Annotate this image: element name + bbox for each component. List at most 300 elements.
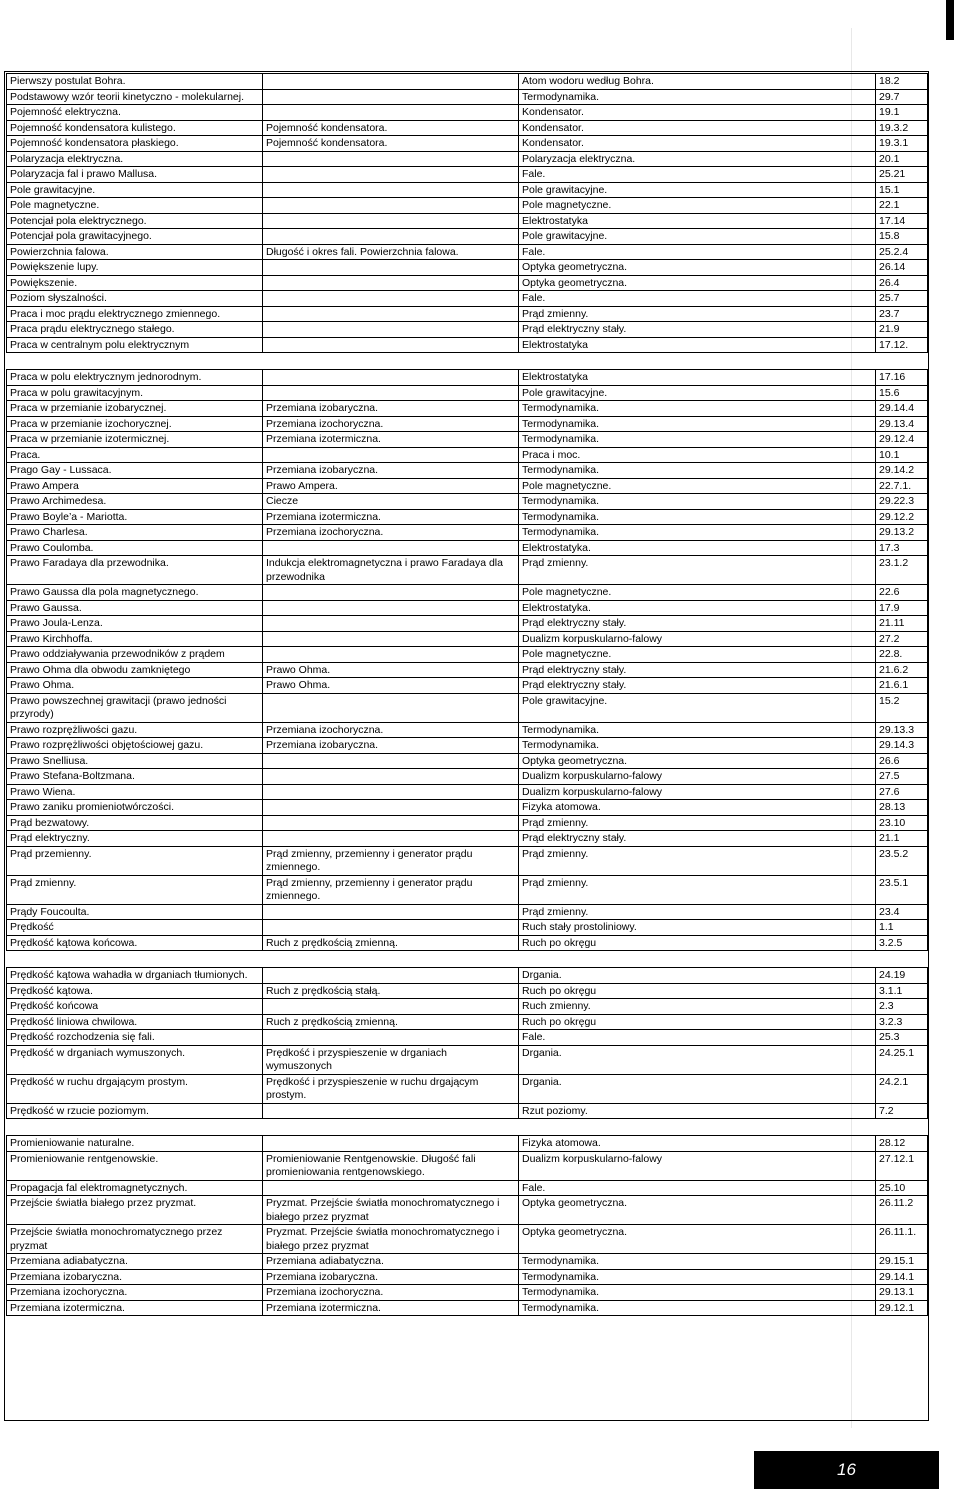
related-cell [263, 999, 519, 1015]
term-cell: Przemiana izochoryczna. [7, 1285, 263, 1301]
section-cell: Termodynamika. [519, 432, 876, 448]
table-row [7, 447, 928, 463]
index-table-body [7, 74, 928, 1316]
table-row [7, 213, 928, 229]
ref-cell: 27.12.1 [876, 1151, 928, 1180]
ref-cell: 17.14 [876, 213, 928, 229]
ref-cell: 27.6 [876, 784, 928, 800]
section-cell: Elektrostatyka. [519, 600, 876, 616]
section-cell: Pole grawitacyjne. [519, 693, 876, 722]
term-cell: Prawo Ohma dla obwodu zamkniętego [7, 662, 263, 678]
section-cell: Fale. [519, 291, 876, 307]
ref-cell: 29.13.4 [876, 416, 928, 432]
section-cell: Termodynamika. [519, 463, 876, 479]
ref-cell: 27.5 [876, 769, 928, 785]
table-row [7, 753, 928, 769]
ref-cell: 29.13.2 [876, 525, 928, 541]
table-row [7, 1136, 928, 1152]
ref-cell: 23.5.2 [876, 846, 928, 875]
ref-cell: 15.1 [876, 182, 928, 198]
ref-cell: 29.14.4 [876, 401, 928, 417]
term-cell: Polaryzacja elektryczna. [7, 151, 263, 167]
ref-cell: 17.9 [876, 600, 928, 616]
table-row [7, 136, 928, 152]
section-cell: Prąd zmienny. [519, 846, 876, 875]
table-row [7, 120, 928, 136]
ref-cell: 29.7 [876, 89, 928, 105]
term-cell: Prędkość rozchodzenia się fali. [7, 1030, 263, 1046]
related-cell [263, 89, 519, 105]
term-cell: Prawo Kirchhoffa. [7, 631, 263, 647]
table-row [7, 244, 928, 260]
table-row [7, 74, 928, 90]
term-cell: Promieniowanie naturalne. [7, 1136, 263, 1152]
related-cell: Przemiana izochoryczna. [263, 525, 519, 541]
term-cell: Prawo Faradaya dla przewodnika. [7, 556, 263, 585]
table-row [7, 647, 928, 663]
section-cell: Fale. [519, 167, 876, 183]
section-cell: Dualizm korpuskularno-falowy [519, 1151, 876, 1180]
table-row [7, 291, 928, 307]
related-cell: Pryzmat. Przejście światła monochromatycznego i białego przez pryzmat [263, 1196, 519, 1225]
table-row [7, 275, 928, 291]
section-cell: Termodynamika. [519, 738, 876, 754]
section-cell: Termodynamika. [519, 1269, 876, 1285]
section-cell: Dualizm korpuskularno-falowy [519, 784, 876, 800]
table-row [7, 1254, 928, 1270]
table-row [7, 105, 928, 121]
section-cell: Optyka geometryczna. [519, 275, 876, 291]
table-row [7, 1014, 928, 1030]
section-cell: Fale. [519, 1180, 876, 1196]
section-cell: Pole grawitacyjne. [519, 182, 876, 198]
row-spacer-cell [7, 951, 928, 968]
table-row [7, 1045, 928, 1074]
related-cell [263, 105, 519, 121]
term-cell: Prawo rozprężliwości gazu. [7, 722, 263, 738]
ref-cell: 3.2.5 [876, 935, 928, 951]
row-spacer-cell [7, 353, 928, 370]
table-row [7, 432, 928, 448]
section-cell: Kondensator. [519, 105, 876, 121]
related-cell: Przemiana izochoryczna. [263, 722, 519, 738]
term-cell: Prądy Foucoulta. [7, 904, 263, 920]
section-cell: Pole magnetyczne. [519, 647, 876, 663]
section-cell: Fizyka atomowa. [519, 1136, 876, 1152]
ref-cell: 29.15.1 [876, 1254, 928, 1270]
ref-cell: 28.13 [876, 800, 928, 816]
term-cell: Potencjał pola grawitacyjnego. [7, 229, 263, 245]
related-cell: Przemiana izotermiczna. [263, 1300, 519, 1316]
table-row [7, 229, 928, 245]
table-row [7, 1225, 928, 1254]
row-spacer [7, 1119, 928, 1136]
ref-cell: 19.3.2 [876, 120, 928, 136]
table-row [7, 784, 928, 800]
section-cell: Drgania. [519, 1045, 876, 1074]
related-cell [263, 631, 519, 647]
ref-cell: 21.1 [876, 831, 928, 847]
table-row [7, 983, 928, 999]
table-row [7, 738, 928, 754]
table-row [7, 662, 928, 678]
related-cell: Długość i okres fali. Powierzchnia falowa. [263, 244, 519, 260]
table-row [7, 260, 928, 276]
index-table [6, 73, 928, 1316]
term-cell: Prąd przemienny. [7, 846, 263, 875]
term-cell: Praca prądu elektrycznego stałego. [7, 322, 263, 338]
term-cell: Prago Gay - Lussaca. [7, 463, 263, 479]
related-cell [263, 275, 519, 291]
term-cell: Powiększenie. [7, 275, 263, 291]
related-cell: Przemiana izotermiczna. [263, 432, 519, 448]
table-row [7, 968, 928, 984]
section-cell: Optyka geometryczna. [519, 1196, 876, 1225]
related-cell: Prawo Ampera. [263, 478, 519, 494]
table-row [7, 920, 928, 936]
table-row [7, 494, 928, 510]
related-cell [263, 693, 519, 722]
ref-cell: 29.22.3 [876, 494, 928, 510]
related-cell: Przemiana izotermiczna. [263, 509, 519, 525]
term-cell: Prawo rozprężliwości objętościowej gazu. [7, 738, 263, 754]
section-cell: Pole magnetyczne. [519, 478, 876, 494]
term-cell: Prawo Gaussa. [7, 600, 263, 616]
table-row [7, 198, 928, 214]
ref-cell: 3.2.3 [876, 1014, 928, 1030]
table-row [7, 831, 928, 847]
table-row [7, 306, 928, 322]
related-cell [263, 753, 519, 769]
ref-cell: 26.11.1. [876, 1225, 928, 1254]
related-cell [263, 1136, 519, 1152]
section-cell: Prąd elektryczny stały. [519, 322, 876, 338]
section-cell: Termodynamika. [519, 1300, 876, 1316]
table-row [7, 631, 928, 647]
term-cell: Potencjał pola elektrycznego. [7, 213, 263, 229]
related-cell [263, 385, 519, 401]
table-row [7, 800, 928, 816]
related-cell [263, 229, 519, 245]
related-cell: Przemiana izobaryczna. [263, 401, 519, 417]
ref-cell: 29.14.2 [876, 463, 928, 479]
ref-cell: 19.1 [876, 105, 928, 121]
section-cell: Prąd elektryczny stały. [519, 662, 876, 678]
ref-cell: 7.2 [876, 1103, 928, 1119]
ref-cell: 24.25.1 [876, 1045, 928, 1074]
term-cell: Prawo Boyle’a - Mariotta. [7, 509, 263, 525]
related-cell [263, 260, 519, 276]
ref-cell: 25.3 [876, 1030, 928, 1046]
section-cell: Termodynamika. [519, 401, 876, 417]
table-row [7, 616, 928, 632]
table-row [7, 1269, 928, 1285]
related-cell [263, 800, 519, 816]
related-cell [263, 306, 519, 322]
related-cell [263, 1030, 519, 1046]
related-cell [263, 784, 519, 800]
related-cell: Przemiana izochoryczna. [263, 416, 519, 432]
term-cell: Polaryzacja fal i prawo Mallusa. [7, 167, 263, 183]
related-cell [263, 769, 519, 785]
section-cell: Drgania. [519, 1074, 876, 1103]
related-cell [263, 904, 519, 920]
table-row [7, 678, 928, 694]
table-row [7, 875, 928, 904]
term-cell: Promieniowanie rentgenowskie. [7, 1151, 263, 1180]
section-cell: Prąd zmienny. [519, 875, 876, 904]
ref-cell: 29.12.1 [876, 1300, 928, 1316]
table-row [7, 1285, 928, 1301]
ref-cell: 23.10 [876, 815, 928, 831]
related-cell: Indukcja elektromagnetyczna i prawo Faradaya dla przewodnika [263, 556, 519, 585]
term-cell: Prawo Ohma. [7, 678, 263, 694]
section-cell: Ruch po okręgu [519, 1014, 876, 1030]
section-cell: Pole magnetyczne. [519, 585, 876, 601]
term-cell: Prawo powszechnej grawitacji (prawo jedności przyrody) [7, 693, 263, 722]
section-cell: Termodynamika. [519, 1254, 876, 1270]
term-cell: Prędkość [7, 920, 263, 936]
term-cell: Prędkość w rzucie poziomym. [7, 1103, 263, 1119]
related-cell: Przemiana izobaryczna. [263, 463, 519, 479]
ref-cell: 29.14.1 [876, 1269, 928, 1285]
section-cell: Atom wodoru według Bohra. [519, 74, 876, 90]
term-cell: Pojemność elektryczna. [7, 105, 263, 121]
related-cell [263, 647, 519, 663]
section-cell: Prąd elektryczny stały. [519, 831, 876, 847]
section-cell: Ruch po okręgu [519, 935, 876, 951]
table-row [7, 385, 928, 401]
related-cell: Prawo Ohma. [263, 678, 519, 694]
ref-cell: 20.1 [876, 151, 928, 167]
ref-cell: 26.14 [876, 260, 928, 276]
term-cell: Pojemność kondensatora kulistego. [7, 120, 263, 136]
related-cell: Ruch z prędkością zmienną. [263, 935, 519, 951]
ref-cell: 22.6 [876, 585, 928, 601]
ref-cell: 26.11.2 [876, 1196, 928, 1225]
term-cell: Prawo Snelliusa. [7, 753, 263, 769]
related-cell [263, 1180, 519, 1196]
ref-cell: 27.2 [876, 631, 928, 647]
section-cell: Ruch stały prostoliniowy. [519, 920, 876, 936]
table-row [7, 904, 928, 920]
term-cell: Prawo Joula-Lenza. [7, 616, 263, 632]
table-row [7, 322, 928, 338]
section-cell: Prąd zmienny. [519, 904, 876, 920]
ref-cell: 15.8 [876, 229, 928, 245]
related-cell: Prędkość i przyspieszenie w drganiach wymuszonych [263, 1045, 519, 1074]
table-row [7, 478, 928, 494]
table-row [7, 722, 928, 738]
section-cell: Termodynamika. [519, 1285, 876, 1301]
ref-cell: 21.9 [876, 322, 928, 338]
ref-cell: 28.12 [876, 1136, 928, 1152]
ref-cell: 29.14.3 [876, 738, 928, 754]
section-cell: Optyka geometryczna. [519, 260, 876, 276]
row-spacer-cell [7, 1119, 928, 1136]
related-cell [263, 291, 519, 307]
ref-cell: 19.3.1 [876, 136, 928, 152]
term-cell: Praca. [7, 447, 263, 463]
related-cell [263, 337, 519, 353]
section-cell: Kondensator. [519, 136, 876, 152]
ref-cell: 25.2.4 [876, 244, 928, 260]
section-cell: Fale. [519, 244, 876, 260]
term-cell: Prawo Archimedesa. [7, 494, 263, 510]
ref-cell: 29.12.2 [876, 509, 928, 525]
related-cell [263, 920, 519, 936]
related-cell: Promieniowanie Rentgenowskie. Długość fali promieniowania rentgenowskiego. [263, 1151, 519, 1180]
section-cell: Pole grawitacyjne. [519, 229, 876, 245]
page-number: 16 [754, 1451, 939, 1489]
related-cell: Prawo Ohma. [263, 662, 519, 678]
ref-cell: 25.10 [876, 1180, 928, 1196]
section-cell: Ruch po okręgu [519, 983, 876, 999]
ref-cell: 10.1 [876, 447, 928, 463]
table-row [7, 370, 928, 386]
ref-cell: 29.13.3 [876, 722, 928, 738]
term-cell: Prędkość kątowa. [7, 983, 263, 999]
table-row [7, 1151, 928, 1180]
row-spacer [7, 951, 928, 968]
section-cell: Prąd zmienny. [519, 556, 876, 585]
ref-cell: 21.11 [876, 616, 928, 632]
ref-cell: 25.7 [876, 291, 928, 307]
table-row [7, 525, 928, 541]
section-cell: Drgania. [519, 968, 876, 984]
ref-cell: 21.6.1 [876, 678, 928, 694]
related-cell [263, 151, 519, 167]
ref-cell: 23.1.2 [876, 556, 928, 585]
ref-cell: 23.5.1 [876, 875, 928, 904]
term-cell: Prąd zmienny. [7, 875, 263, 904]
term-cell: Praca w przemianie izotermicznej. [7, 432, 263, 448]
ref-cell: 29.13.1 [876, 1285, 928, 1301]
section-cell: Ruch zmienny. [519, 999, 876, 1015]
term-cell: Powiększenie lupy. [7, 260, 263, 276]
ref-cell: 22.1 [876, 198, 928, 214]
section-cell: Dualizm korpuskularno-falowy [519, 631, 876, 647]
corner-mark [946, 0, 954, 40]
related-cell [263, 447, 519, 463]
related-cell [263, 540, 519, 556]
term-cell: Prędkość w drganiach wymuszonych. [7, 1045, 263, 1074]
related-cell: Ruch z prędkością zmienną. [263, 1014, 519, 1030]
table-row [7, 1074, 928, 1103]
section-cell: Termodynamika. [519, 416, 876, 432]
table-row [7, 1030, 928, 1046]
ref-cell: 23.4 [876, 904, 928, 920]
table-row [7, 556, 928, 585]
related-cell [263, 1103, 519, 1119]
related-cell: Pojemność kondensatora. [263, 136, 519, 152]
section-cell: Termodynamika. [519, 525, 876, 541]
ref-cell: 22.8. [876, 647, 928, 663]
ref-cell: 2.3 [876, 999, 928, 1015]
term-cell: Prędkość kątowa końcowa. [7, 935, 263, 951]
section-cell: Termodynamika. [519, 722, 876, 738]
section-cell: Optyka geometryczna. [519, 753, 876, 769]
term-cell: Praca w polu grawitacyjnym. [7, 385, 263, 401]
table-row [7, 999, 928, 1015]
ref-cell: 24.2.1 [876, 1074, 928, 1103]
related-cell [263, 182, 519, 198]
table-row [7, 1300, 928, 1316]
table-row [7, 167, 928, 183]
term-cell: Prawo Wiena. [7, 784, 263, 800]
section-cell: Kondensator. [519, 120, 876, 136]
table-row [7, 89, 928, 105]
term-cell: Prawo Coulomba. [7, 540, 263, 556]
related-cell [263, 322, 519, 338]
ref-cell: 18.2 [876, 74, 928, 90]
related-cell [263, 585, 519, 601]
table-row [7, 416, 928, 432]
term-cell: Prawo Ampera [7, 478, 263, 494]
term-cell: Propagacja fal elektromagnetycznych. [7, 1180, 263, 1196]
section-cell: Pole magnetyczne. [519, 198, 876, 214]
ref-cell: 21.6.2 [876, 662, 928, 678]
section-cell: Elektrostatyka. [519, 540, 876, 556]
table-row [7, 585, 928, 601]
term-cell: Prawo Gaussa dla pola magnetycznego. [7, 585, 263, 601]
related-cell [263, 198, 519, 214]
related-cell [263, 831, 519, 847]
term-cell: Praca w przemianie izochorycznej. [7, 416, 263, 432]
term-cell: Prąd bezwatowy. [7, 815, 263, 831]
section-cell: Fizyka atomowa. [519, 800, 876, 816]
related-cell: Pojemność kondensatora. [263, 120, 519, 136]
term-cell: Przejście światła białego przez pryzmat. [7, 1196, 263, 1225]
term-cell: Przemiana izotermiczna. [7, 1300, 263, 1316]
related-cell: Przemiana izochoryczna. [263, 1285, 519, 1301]
term-cell: Prędkość liniowa chwilowa. [7, 1014, 263, 1030]
ref-cell: 26.4 [876, 275, 928, 291]
term-cell: Prawo Stefana-Boltzmana. [7, 769, 263, 785]
term-cell: Prąd elektryczny. [7, 831, 263, 847]
term-cell: Prawo oddziaływania przewodników z prądem [7, 647, 263, 663]
term-cell: Przejście światła monochromatycznego przez pryzmat [7, 1225, 263, 1254]
term-cell: Praca w centralnym polu elektrycznym [7, 337, 263, 353]
table-row [7, 846, 928, 875]
ref-cell: 3.1.1 [876, 983, 928, 999]
table-row [7, 182, 928, 198]
related-cell [263, 600, 519, 616]
section-cell: Prąd zmienny. [519, 815, 876, 831]
section-cell: Fale. [519, 1030, 876, 1046]
ref-cell: 24.19 [876, 968, 928, 984]
related-cell [263, 616, 519, 632]
table-row [7, 337, 928, 353]
related-cell: Ciecze [263, 494, 519, 510]
table-row [7, 600, 928, 616]
term-cell: Pole magnetyczne. [7, 198, 263, 214]
section-cell: Termodynamika. [519, 89, 876, 105]
related-cell: Prąd zmienny, przemienny i generator prądu zmiennego. [263, 846, 519, 875]
ref-cell: 22.7.1. [876, 478, 928, 494]
term-cell: Prawo zaniku promieniotwórczości. [7, 800, 263, 816]
related-cell: Przemiana izobaryczna. [263, 1269, 519, 1285]
section-cell: Prąd elektryczny stały. [519, 616, 876, 632]
table-row [7, 509, 928, 525]
related-cell: Przemiana izobaryczna. [263, 738, 519, 754]
section-cell: Pole grawitacyjne. [519, 385, 876, 401]
section-cell: Termodynamika. [519, 494, 876, 510]
ref-cell: 17.16 [876, 370, 928, 386]
term-cell: Prawo Charlesa. [7, 525, 263, 541]
table-row [7, 151, 928, 167]
related-cell: Ruch z prędkością stałą. [263, 983, 519, 999]
